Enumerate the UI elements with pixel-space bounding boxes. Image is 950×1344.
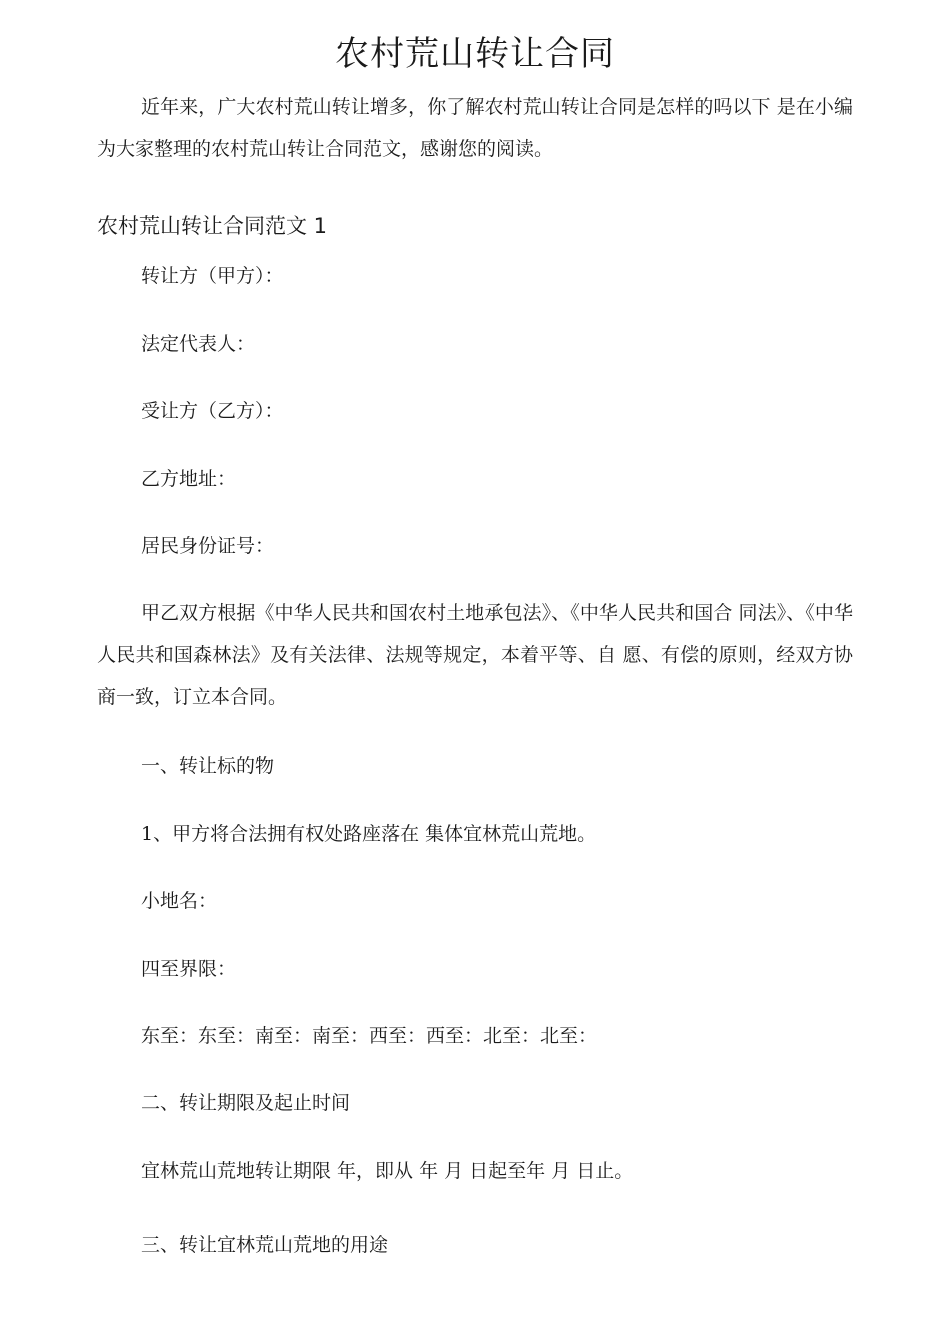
clause-1-item-1: 1、甲方将合法拥有权处路座落在 集体宜林荒山荒地。 xyxy=(141,823,597,845)
id-number-line: 居民身份证号： xyxy=(141,535,275,557)
intro-paragraph: 近年来，广大农村荒山转让增多，你了解农村荒山转让合同是怎样的吗以下 是在小编为大家整理的农村荒山转让合同范文，感谢您的阅读。 xyxy=(97,96,853,160)
clause-1-heading: 一、转让标的物 xyxy=(141,755,275,777)
clause-2-heading: 二、转让期限及起止时间 xyxy=(141,1092,351,1114)
transferee-line: 受让方（乙方）： xyxy=(141,400,284,422)
address-line: 乙方地址： xyxy=(141,468,237,490)
clause-3-heading: 三、转让宜林荒山荒地的用途 xyxy=(141,1234,389,1256)
document-title: 农村荒山转让合同 xyxy=(335,34,615,74)
transferor-line: 转让方（甲方）： xyxy=(141,265,284,287)
clause-1-directions: 东至：东至：南至：南至：西至：西至：北至：北至： xyxy=(141,1025,598,1047)
basis-paragraph: 甲乙双方根据《中华人民共和国农村土地承包法》、《中华人民共和国合 同法》、《中华人民共和国森林法》及有关法律、法规等规定，本着平等、自 愿、有偿的原则，经双方协商一致，订立本合同。 xyxy=(97,602,853,708)
clause-1-boundaries: 四至界限： xyxy=(141,958,237,980)
clause-1-place-name: 小地名： xyxy=(141,890,218,912)
legal-rep-line: 法定代表人： xyxy=(141,333,256,355)
clause-2-term: 宜林荒山荒地转让期限 年，即从 年 月 日起至年 月 日止。 xyxy=(141,1160,634,1182)
section-heading: 农村荒山转让合同范文 1 xyxy=(97,214,328,238)
